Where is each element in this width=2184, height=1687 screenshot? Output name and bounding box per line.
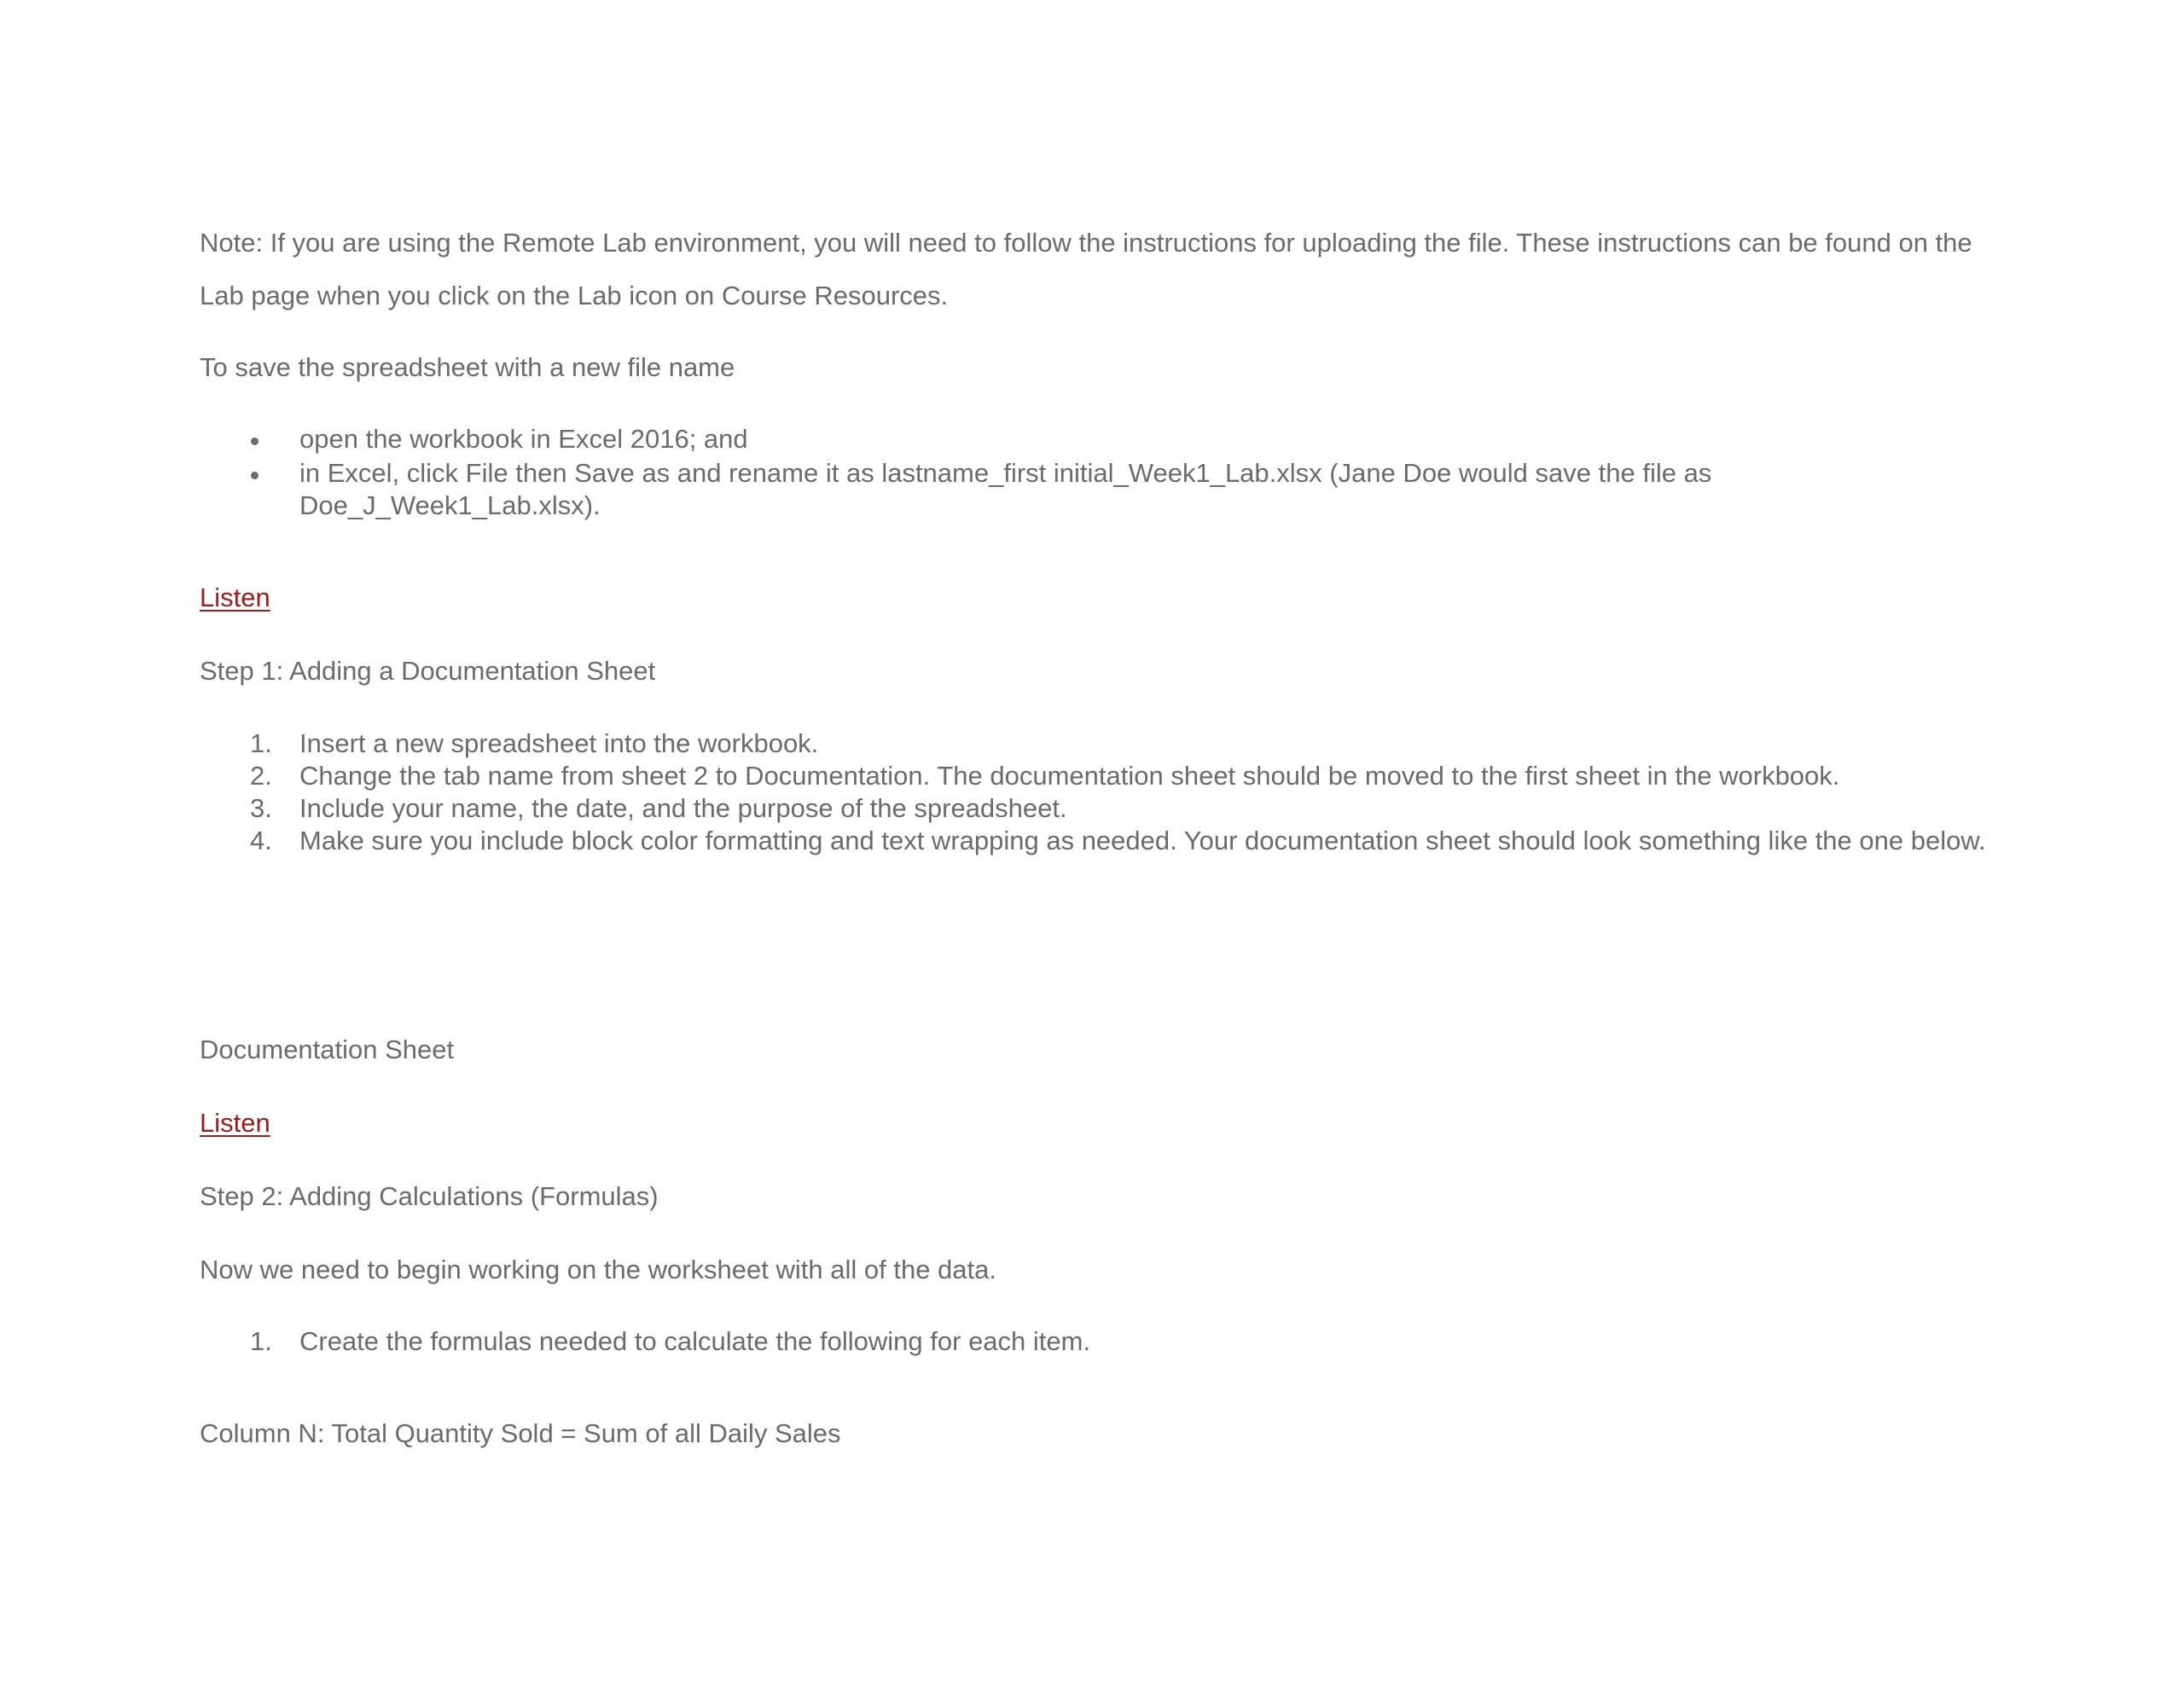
list-item [200,760,2008,792]
list-item [200,792,2008,825]
list-item-text: in Excel, click File then Save as and rename it as lastname_first initial_Week1_Lab.xlsx (Jane Doe would save the file as Doe_J_Week1_Lab.xlsx). [299,458,1712,520]
step1-title: Step 1: Adding a Documentation Sheet [200,656,656,686]
listen-link[interactable]: Listen [200,1108,270,1138]
list-item [200,457,2008,522]
save-steps-list [200,423,2008,522]
list-number: 2. [250,761,272,791]
step2-title: Step 2: Adding Calculations (Formulas) [200,1181,659,1211]
step1-list [200,728,2008,857]
list-item [200,825,2008,857]
bullet-icon [251,472,258,479]
list-item-text: Include your name, the date, and the purpose of the spreadsheet. [299,793,1067,823]
list-item [200,728,2008,760]
listen-link[interactable]: Listen [200,583,270,612]
save-instructions-heading: To save the spreadsheet with a new file name [200,352,735,382]
documentation-sheet-caption: Documentation Sheet [200,1035,455,1064]
list-number: 1. [250,728,272,758]
bullet-icon [251,438,258,445]
remote-lab-note: Note: If you are using the Remote Lab environment, you will need to follow the instructions for uploading the file. These instructions can be found on the Lab page when you click on the Lab icon on Course Resources. [200,228,1972,310]
list-item [200,423,2008,455]
list-item-text: open the workbook in Excel 2016; and [299,424,748,454]
list-item-text: Create the formulas needed to calculate the following for each item. [299,1326,1091,1356]
step2-list [200,1325,2008,1358]
list-item-text: Change the tab name from sheet 2 to Documentation. The documentation sheet should be moved to the first sheet in the workbook. [299,761,1840,791]
column-n-formula: Column N: Total Quantity Sold = Sum of all Daily Sales [200,1418,841,1448]
list-number: 3. [250,793,272,823]
list-item-text: Insert a new spreadsheet into the workbook. [299,728,819,758]
list-item [200,1325,2008,1358]
list-item-text: Make sure you include block color formatting and text wrapping as needed. Your documentation sheet should look something like the one below. [299,826,1986,855]
list-number: 4. [250,826,272,855]
list-number: 1. [250,1326,272,1356]
step2-intro: Now we need to begin working on the worksheet with all of the data. [200,1255,996,1284]
